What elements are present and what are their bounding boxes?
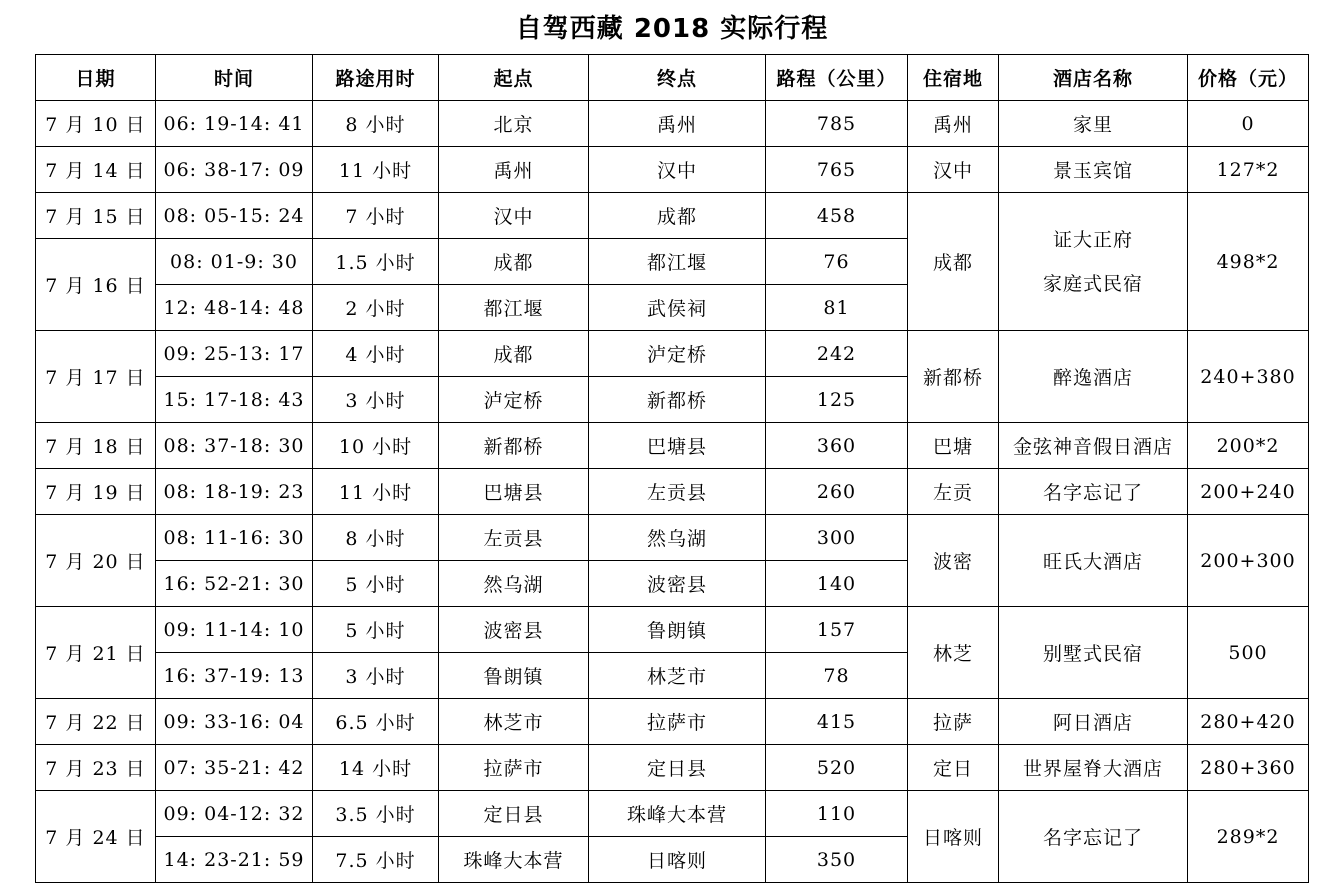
time-cell: 09: 04-12: 32 <box>156 791 313 837</box>
table-row <box>36 423 1309 469</box>
date-cell: 7 月 24 日 <box>36 791 156 883</box>
page-title: 自驾西藏 2018 实际行程 <box>515 14 829 44</box>
price-cell: 200*2 <box>1188 423 1309 469</box>
price-cell: 500 <box>1188 607 1309 699</box>
to-cell: 林芝市 <box>589 653 766 699</box>
table-row <box>36 331 1309 377</box>
distance-cell: 76 <box>766 239 908 285</box>
duration-cell: 3 小时 <box>313 377 439 423</box>
stay-cell: 定日 <box>908 745 999 791</box>
hotel-name-line: 证大正府 <box>1052 228 1133 251</box>
table-row <box>36 515 1309 561</box>
duration-cell: 2 小时 <box>313 285 439 331</box>
price-cell: 280+420 <box>1188 699 1309 745</box>
from-cell: 拉萨市 <box>439 745 589 791</box>
time-cell: 06: 19-14: 41 <box>156 101 313 147</box>
stay-cell: 拉萨 <box>908 699 999 745</box>
header-duration: 路途用时 <box>313 55 439 101</box>
from-cell: 北京 <box>439 101 589 147</box>
to-cell: 定日县 <box>589 745 766 791</box>
table-row <box>36 699 1309 745</box>
to-cell: 拉萨市 <box>589 699 766 745</box>
time-cell: 15: 17-18: 43 <box>156 377 313 423</box>
hotel-cell: 名字忘记了 <box>999 791 1188 883</box>
date-cell: 7 月 19 日 <box>36 469 156 515</box>
from-cell: 成都 <box>439 239 589 285</box>
header-hotel: 酒店名称 <box>999 55 1188 101</box>
distance-cell: 157 <box>766 607 908 653</box>
duration-cell: 5 小时 <box>313 561 439 607</box>
duration-cell: 6.5 小时 <box>313 699 439 745</box>
duration-cell: 8 小时 <box>313 515 439 561</box>
table-row <box>36 607 1309 653</box>
hotel-cell: 景玉宾馆 <box>999 147 1188 193</box>
hotel-cell: 旺氏大酒店 <box>999 515 1188 607</box>
from-cell: 定日县 <box>439 791 589 837</box>
distance-cell: 260 <box>766 469 908 515</box>
to-cell: 巴塘县 <box>589 423 766 469</box>
distance-cell: 520 <box>766 745 908 791</box>
stay-cell: 日喀则 <box>908 791 999 883</box>
table-row <box>36 745 1309 791</box>
distance-cell: 140 <box>766 561 908 607</box>
to-cell: 鲁朗镇 <box>589 607 766 653</box>
time-cell: 16: 52-21: 30 <box>156 561 313 607</box>
date-cell: 7 月 18 日 <box>36 423 156 469</box>
time-cell: 16: 37-19: 13 <box>156 653 313 699</box>
distance-cell: 415 <box>766 699 908 745</box>
distance-cell: 360 <box>766 423 908 469</box>
distance-cell: 350 <box>766 837 908 883</box>
price-cell: 289*2 <box>1188 791 1309 883</box>
time-cell: 07: 35-21: 42 <box>156 745 313 791</box>
from-cell: 新都桥 <box>439 423 589 469</box>
distance-cell: 78 <box>766 653 908 699</box>
stay-cell: 林芝 <box>908 607 999 699</box>
time-cell: 06: 38-17: 09 <box>156 147 313 193</box>
to-cell: 珠峰大本营 <box>589 791 766 837</box>
time-cell: 08: 18-19: 23 <box>156 469 313 515</box>
hotel-cell: 世界屋脊大酒店 <box>999 745 1188 791</box>
header-distance: 路程（公里） <box>766 55 908 101</box>
distance-cell: 785 <box>766 101 908 147</box>
distance-cell: 81 <box>766 285 908 331</box>
to-cell: 波密县 <box>589 561 766 607</box>
table-row <box>36 147 1309 193</box>
date-cell: 7 月 21 日 <box>36 607 156 699</box>
from-cell: 汉中 <box>439 193 589 239</box>
time-cell: 09: 11-14: 10 <box>156 607 313 653</box>
duration-cell: 3.5 小时 <box>313 791 439 837</box>
price-cell: 240+380 <box>1188 331 1309 423</box>
from-cell: 左贡县 <box>439 515 589 561</box>
to-cell: 武侯祠 <box>589 285 766 331</box>
distance-cell: 125 <box>766 377 908 423</box>
hotel-cell: 名字忘记了 <box>999 469 1188 515</box>
time-cell: 08: 01-9: 30 <box>156 239 313 285</box>
table-row <box>36 101 1309 147</box>
table-row <box>36 193 1309 239</box>
date-cell: 7 月 22 日 <box>36 699 156 745</box>
header-row <box>36 55 1309 101</box>
itinerary-table <box>35 54 1309 883</box>
date-cell: 7 月 20 日 <box>36 515 156 607</box>
hotel-cell <box>999 193 1188 331</box>
hotel-cell: 家里 <box>999 101 1188 147</box>
stay-cell: 波密 <box>908 515 999 607</box>
date-cell: 7 月 15 日 <box>36 193 156 239</box>
to-cell: 成都 <box>589 193 766 239</box>
from-cell: 禹州 <box>439 147 589 193</box>
duration-cell: 5 小时 <box>313 607 439 653</box>
distance-cell: 110 <box>766 791 908 837</box>
stay-cell: 汉中 <box>908 147 999 193</box>
to-cell: 左贡县 <box>589 469 766 515</box>
duration-cell: 11 小时 <box>313 147 439 193</box>
stay-cell: 左贡 <box>908 469 999 515</box>
from-cell: 珠峰大本营 <box>439 837 589 883</box>
duration-cell: 8 小时 <box>313 101 439 147</box>
price-cell: 127*2 <box>1188 147 1309 193</box>
distance-cell: 300 <box>766 515 908 561</box>
duration-cell: 3 小时 <box>313 653 439 699</box>
header-to: 终点 <box>589 55 766 101</box>
date-cell: 7 月 10 日 <box>36 101 156 147</box>
stay-cell: 巴塘 <box>908 423 999 469</box>
time-cell: 12: 48-14: 48 <box>156 285 313 331</box>
duration-cell: 14 小时 <box>313 745 439 791</box>
hotel-cell: 别墅式民宿 <box>999 607 1188 699</box>
time-cell: 09: 33-16: 04 <box>156 699 313 745</box>
from-cell: 都江堰 <box>439 285 589 331</box>
to-cell: 都江堰 <box>589 239 766 285</box>
time-cell: 08: 05-15: 24 <box>156 193 313 239</box>
price-cell: 280+360 <box>1188 745 1309 791</box>
duration-cell: 1.5 小时 <box>313 239 439 285</box>
table-row <box>36 469 1309 515</box>
duration-cell: 10 小时 <box>313 423 439 469</box>
hotel-cell: 金弦神音假日酒店 <box>999 423 1188 469</box>
hotel-name-line: 家庭式民宿 <box>1042 272 1143 295</box>
from-cell: 鲁朗镇 <box>439 653 589 699</box>
price-cell: 200+240 <box>1188 469 1309 515</box>
price-cell: 498*2 <box>1188 193 1309 331</box>
date-cell: 7 月 17 日 <box>36 331 156 423</box>
distance-cell: 242 <box>766 331 908 377</box>
stay-cell: 成都 <box>908 193 999 331</box>
from-cell: 波密县 <box>439 607 589 653</box>
to-cell: 日喀则 <box>589 837 766 883</box>
date-cell: 7 月 14 日 <box>36 147 156 193</box>
stay-cell: 新都桥 <box>908 331 999 423</box>
time-cell: 09: 25-13: 17 <box>156 331 313 377</box>
header-stay: 住宿地 <box>908 55 999 101</box>
date-cell: 7 月 16 日 <box>36 239 156 331</box>
duration-cell: 7.5 小时 <box>313 837 439 883</box>
header-price: 价格（元） <box>1188 55 1309 101</box>
header-from: 起点 <box>439 55 589 101</box>
to-cell: 新都桥 <box>589 377 766 423</box>
header-time: 时间 <box>156 55 313 101</box>
distance-cell: 458 <box>766 193 908 239</box>
to-cell: 汉中 <box>589 147 766 193</box>
hotel-cell: 醉逸酒店 <box>999 331 1188 423</box>
from-cell: 泸定桥 <box>439 377 589 423</box>
to-cell: 然乌湖 <box>589 515 766 561</box>
time-cell: 08: 11-16: 30 <box>156 515 313 561</box>
time-cell: 08: 37-18: 30 <box>156 423 313 469</box>
duration-cell: 11 小时 <box>313 469 439 515</box>
from-cell: 巴塘县 <box>439 469 589 515</box>
table-row <box>36 791 1309 837</box>
duration-cell: 7 小时 <box>313 193 439 239</box>
distance-cell: 765 <box>766 147 908 193</box>
price-cell: 200+300 <box>1188 515 1309 607</box>
price-cell: 0 <box>1188 101 1309 147</box>
from-cell: 成都 <box>439 331 589 377</box>
to-cell: 禹州 <box>589 101 766 147</box>
to-cell: 泸定桥 <box>589 331 766 377</box>
header-date: 日期 <box>36 55 156 101</box>
stay-cell: 禹州 <box>908 101 999 147</box>
from-cell: 林芝市 <box>439 699 589 745</box>
date-cell: 7 月 23 日 <box>36 745 156 791</box>
time-cell: 14: 23-21: 59 <box>156 837 313 883</box>
hotel-cell: 阿日酒店 <box>999 699 1188 745</box>
duration-cell: 4 小时 <box>313 331 439 377</box>
from-cell: 然乌湖 <box>439 561 589 607</box>
